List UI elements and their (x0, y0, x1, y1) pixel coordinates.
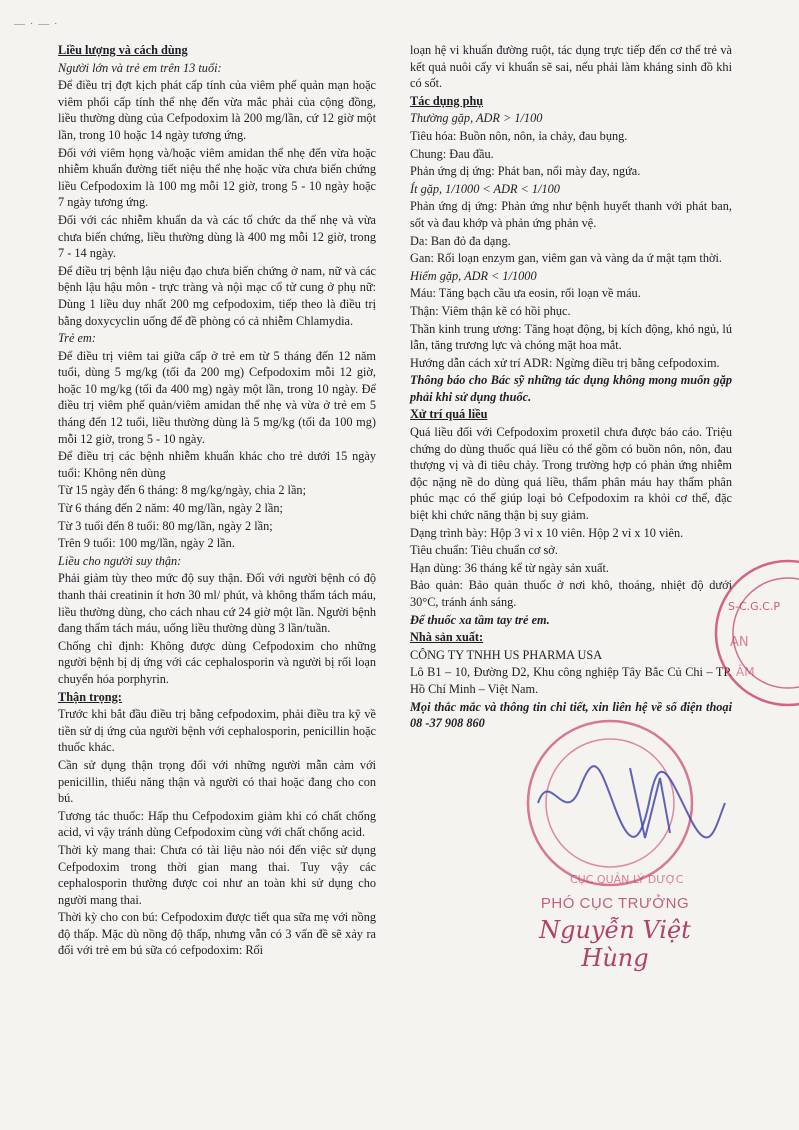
svg-text:CỤC QUẢN LÝ DƯỢC: CỤC QUẢN LÝ DƯỢC (570, 873, 684, 886)
paragraph: Tương tác thuốc: Hấp thu Cefpodoxim giảm khi có chất chống acid, vì vậy tránh dùng Cefpodoxim cùng với chất chống acid. (58, 808, 376, 840)
paragraph: Từ 3 tuổi đến 8 tuổi: 80 mg/lần, ngày 2 lần; (58, 518, 273, 533)
section-heading: Xử trí quá liều (410, 407, 488, 422)
section-heading: Liều lượng và cách dùng (58, 43, 188, 57)
paragraph: Phải giảm tùy theo mức độ suy thận. Đối với người bệnh có độ thanh thải creatinin ít hơn 30 ml/ phút, và không thẩm tách máu, liều thường dùng, cho cách nhau cứ 24 giờ một lần. Người bệnh đang thẩm tách máu, uống liều thường dùng 3 lần/tuần. (58, 571, 376, 636)
signer-title: PHÓ CỤC TRƯỞNG (540, 895, 690, 912)
paragraph: Thời kỳ mang thai: Chưa có tài liệu nào nói đến việc sử dụng Cefpodoxim trong thời gian mang thai. Tuy vậy các cephalosporin thường được coi như an toàn khi sử dụng cho người mang thai. (58, 842, 376, 907)
paragraph: Từ 6 tháng đến 2 năm: 40 mg/lần, ngày 2 lần; (58, 501, 283, 516)
paragraph: Mọi thắc mắc và thông tin chi tiết, xin liên hệ về số điện thoại 08 -37 908 860 (410, 699, 732, 731)
paragraph: Để điều trị các bệnh nhiễm khuẩn khác cho trẻ dưới 15 ngày tuổi: Không nên dùng (58, 449, 376, 480)
signature-block (505, 895, 725, 972)
subheading: Trẻ em: (58, 331, 96, 346)
svg-text:AN: AN (730, 635, 749, 650)
paragraph: Phản ứng dị ứng: Phát ban, nổi mày đay, ngứa. (410, 164, 641, 179)
paragraph: Quá liều đối với Cefpodoxim proxetil chưa được báo cáo. Triệu chứng do dùng thuốc quá liều có thể gồm có buồn nôn, nôn, đau thượng vị và đi tiêu chảy. Trong trường hợp có phản ứng nhiễm độc nặng nề do dùng quá liều, thẩm phân máu hay thẩm phân phúc mạc có thể giúp loại bỏ Cefpodoxim ra khỏi cơ thể, đặc biệt khi chức năng thận bị suy giảm. (410, 425, 732, 523)
paragraph: Da: Ban đỏ đa dạng. (410, 233, 511, 248)
corner-mark: — · — · (14, 18, 59, 30)
paragraph: Thần kinh trung ương: Tăng hoạt động, bị kích động, khó ngủ, lú lẫn, tăng trương lực và chóng mặt hoa mắt. (410, 321, 732, 353)
paragraph: Thận: Viêm thận kẽ có hồi phục. (410, 303, 571, 318)
section-heading: Tác dụng phụ (410, 93, 484, 108)
paragraph: Tiêu chuẩn: Tiêu chuẩn cơ sở. (410, 543, 558, 558)
paragraph: Bảo quản: Bảo quản thuốc ở nơi khô, thoáng, nhiệt độ dưới 30°C, tránh ánh sáng. (410, 578, 732, 609)
paragraph: Gan: Rối loạn enzym gan, viêm gan và vàng da ứ mật tạm thời. (410, 251, 722, 266)
paragraph: Từ 15 ngày đến 6 tháng: 8 mg/kg/ngày, chia 2 lần; (58, 483, 306, 498)
paragraph: Trên 9 tuổi: 100 mg/lần, ngày 2 lần. (58, 536, 235, 551)
signer-name: Nguyễn Việt Hùng (539, 916, 691, 972)
svg-text:ÂM: ÂM (736, 665, 755, 679)
paragraph: Để thuốc xa tầm tay trẻ em. (410, 612, 550, 627)
ministry-seal-stamp (520, 708, 740, 898)
paragraph: Chống chỉ định: Không được dùng Cefpodoxim cho những người bệnh bị dị ứng với các cephalosporin và người bị rối loạn chuyển hóa porphyrin. (58, 638, 376, 686)
subheading: Người lớn và trẻ em trên 13 tuổi: (58, 60, 222, 75)
paragraph: Phản ứng dị ứng: Phản ứng như bệnh huyết thanh với phát ban, sốt và đau khớp và phản ứng phản vệ. (410, 199, 732, 230)
paragraph: loạn hệ vi khuẩn đường ruột, tác dụng trực tiếp đến cơ thể trẻ và kết quả nuôi cấy vi khuẩn sẽ sai, nếu phải làm kháng sinh đồ khi có sốt. (410, 43, 732, 91)
paragraph: Trước khi bắt đầu điều trị bằng cefpodoxim, phải điều tra kỹ về tiền sử dị ứng của người bệnh với cephalosporin, penicillin hoặc thuốc khác. (58, 707, 376, 755)
paragraph: Máu: Tăng bạch cầu ưa eosin, rối loạn về máu. (410, 286, 641, 301)
paragraph: Đối với các nhiễm khuẩn da và các tổ chức da thể nhẹ và vừa chưa biến chứng, liều thường dùng là 400 mg mỗi 12 giờ, trong 7 - 14 ngày. (58, 212, 376, 261)
subheading: Hiếm gặp, ADR < 1/1000 (410, 268, 537, 283)
paragraph: Hướng dẫn cách xử trí ADR: Ngừng điều trị bằng cefpodoxim. (410, 355, 720, 370)
right-column (410, 42, 732, 733)
paragraph: Hạn dùng: 36 tháng kể từ ngày sản xuất. (410, 560, 609, 575)
paragraph: Tiêu hóa: Buồn nôn, nôn, ỉa chảy, đau bụng. (410, 128, 628, 143)
paragraph: Lô B1 – 10, Đường D2, Khu công nghiệp Tây Bắc Củ Chi – TP. Hồ Chí Minh – Việt Nam. (410, 665, 732, 696)
left-column (58, 42, 376, 960)
section-heading: Thận trọng: (58, 689, 122, 704)
paragraph: Để điều trị đợt kịch phát cấp tính của viêm phế quản mạn hoặc viêm phổi cấp tính thể nhẹ đến vừa mắc phải của cộng đồng, liều thường dùng của Cefpodoxim là 200 mg/lần, cứ 12 giờ một lần, trong 10 hoặc 14 ngày tương ứng. (58, 78, 376, 142)
subheading: Ít gặp, 1/1000 < ADR < 1/100 (410, 181, 560, 196)
paragraph: Cần sử dụng thận trọng đối với những người mẫn cảm với penicillin, thiểu năng thận và người có thai hoặc đang cho con bú. (58, 757, 376, 806)
subheading: Liều cho người suy thận: (58, 553, 182, 568)
paragraph: Để điều trị viêm tai giữa cấp ở trẻ em từ 5 tháng đến 12 năm tuổi, dùng 5 mg/kg (tối đa 200 mg) Cefpodoxim mỗi 12 giờ, hoặc 10 mg/kg (tối đa 400 mg) ngày một lần, trong 10 ngày. Để điều trị viêm phế quản/viêm amidan thể nhẹ và vừa ở trẻ em 5 tháng đến 12 tuổi, liều thường dùng là 5 mg/kg (tối đa 100 mg) mỗi 12 giờ, trong 5 - 10 ngày. (58, 348, 376, 446)
paragraph: CÔNG TY TNHH US PHARMA USA (410, 647, 603, 662)
paragraph: Đối với viêm họng và/hoặc viêm amidan thể nhẹ đến vừa hoặc nhiễm khuẩn đường tiết niệu thể nhẹ hoặc vừa chưa biến chứng liều Cefpodoxim là 100 mg mỗi 12 giờ, trong 5 - 10 ngày hoặc 7 ngày tương ứng. (58, 145, 376, 210)
section-heading: Nhà sản xuất: (410, 630, 484, 645)
company-seal-stamp (688, 548, 799, 718)
paragraph: Dạng trình bày: Hộp 3 vỉ x 10 viên. Hộp 2 vỉ x 10 viên. (410, 525, 684, 540)
paragraph: Thời kỳ cho con bú: Cefpodoxim được tiết qua sữa mẹ với nồng độ thấp. Mặc dù nồng độ thấp, nhưng vẫn có 3 vấn đề sẽ xảy ra đối với trẻ em bú sữa có cefpodoxim: Rối (58, 910, 376, 958)
subheading: Thường gặp, ADR > 1/100 (410, 111, 543, 126)
paragraph: Thông báo cho Bác sỹ những tác dụng không mong muốn gặp phải khi sử dụng thuốc. (410, 373, 732, 404)
paragraph: Chung: Đau đầu. (410, 146, 494, 161)
svg-text:S-C.G.C.P: S-C.G.C.P (728, 600, 780, 613)
paragraph: Để điều trị bệnh lậu niệu đạo chưa biến chứng ở nam, nữ và các bệnh lậu hậu môn - trực tràng và nội mạc cổ tử cung ở phụ nữ: Dùng 1 liều duy nhất 200 mg cefpodoxim, tiếp theo là điều trị bằng doxycyclin uống để đề phòng có cả nhiễm Chlamydia. (58, 263, 376, 328)
